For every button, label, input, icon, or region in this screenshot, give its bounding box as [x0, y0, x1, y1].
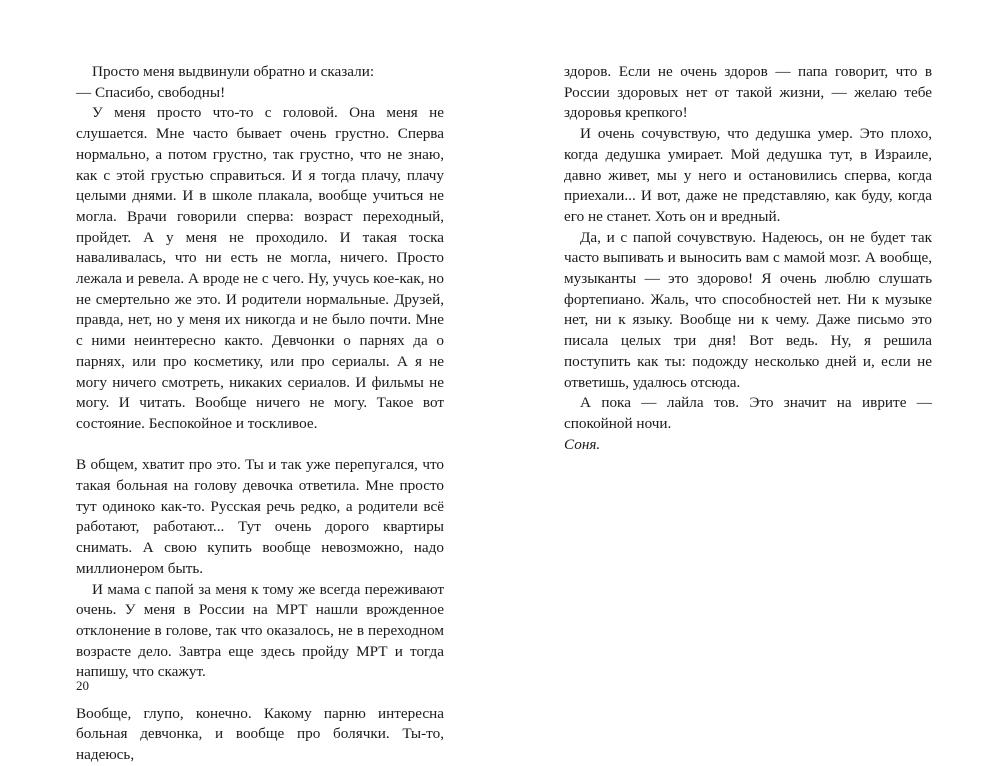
- paragraph: Просто меня выдвинули обратно и сказали:: [92, 63, 375, 80]
- paragraph: Да, и с папой сочувствую. Надеюсь, он не будет так часто выпивать и выносить вам с мамой мозг. А вообще, музыканты — это здорово! Я очень люблю слушать фортепиано. Жаль, что способностей нет. Ни к музыке нет, ни к языку. Вообще ни к чему. Даже письмо это писала целых три дня! Вот ведь. Ну, я решила поступить как ты: подожду несколько дней и, если не ответишь, удалюсь отсюда.: [564, 228, 932, 391]
- paragraph: И мама с папой за меня к тому же всегда переживают очень. У меня в России на МРТ нашли врожденное отклонение в голове, так что оказалось, не в переходном возрасте дело. Завтра еще здесь пройду МРТ и тогда напишу, что скажут.: [76, 580, 444, 681]
- signature: Соня.: [564, 435, 601, 453]
- paragraph: Вообще, глупо, конечно. Какому парню интересна больная девчонка, и вообще про болячки. Ты-то, надеюсь,: [76, 704, 444, 764]
- left-page: [76, 62, 444, 766]
- paragraph: А пока — лайла тов. Это значит на иврите — спокойной ночи.: [564, 394, 932, 432]
- page-number: 20: [76, 678, 89, 693]
- right-page: [564, 62, 932, 455]
- paragraph: И очень сочувствую, что дедушка умер. Это плохо, когда дедушка умирает. Мой дедушка тут, в Израиле, давно живет, мы у него и остановились сперва, когда приехали... И вот, даже не представляю, как буду, когда его не станет. Хоть он и вредный.: [564, 125, 932, 225]
- paragraph: — Спасибо, свободны!: [76, 83, 226, 101]
- paragraph: У меня просто что-то с головой. Она меня не слушается. Мне часто бывает очень грустно. Сперва нормально, а потом грустно, так грустно, что не знаю, как с этой грустью справиться. И я тогда плачу, плачу целыми днями. И в школе плакала, вообще учиться не могла. Врачи говорили сперва: возраст переходный, пройдет. А у меня не проходило. И такая тоска наваливалась, что ни есть не могла, ничего. Просто лежала и ревела. А вроде не с чего. Ну, учусь кое-как, но не смертельно же это. И родители нормальные. Друзей, правда, нет, но у меня их никогда и не было почти. Мне с ними неинтересно както. Девчонки о парнях да о парнях, или про косметику, или про сериалы. А я не могу ничего смотреть, никаких сериалов. И фильмы не могу. И читать. Вообще ничего не могу. Такое вот состояние. Беспокойное и тоскливое.: [76, 104, 444, 432]
- paragraph: здоров. Если не очень здоров — папа говорит, что в России здоровых нет от такой жизни, — желаю тебе здоровья крепкого!: [564, 63, 932, 122]
- paragraph: В общем, хватит про это. Ты и так уже перепугался, что такая больная на голову девочка ответила. Мне просто тут одиноко как-то. Русская речь редко, а родители всё работают, работают... Тут очень дорого квартиры снимать. А свою купить вообще невозможно, надо миллионером быть.: [76, 456, 444, 577]
